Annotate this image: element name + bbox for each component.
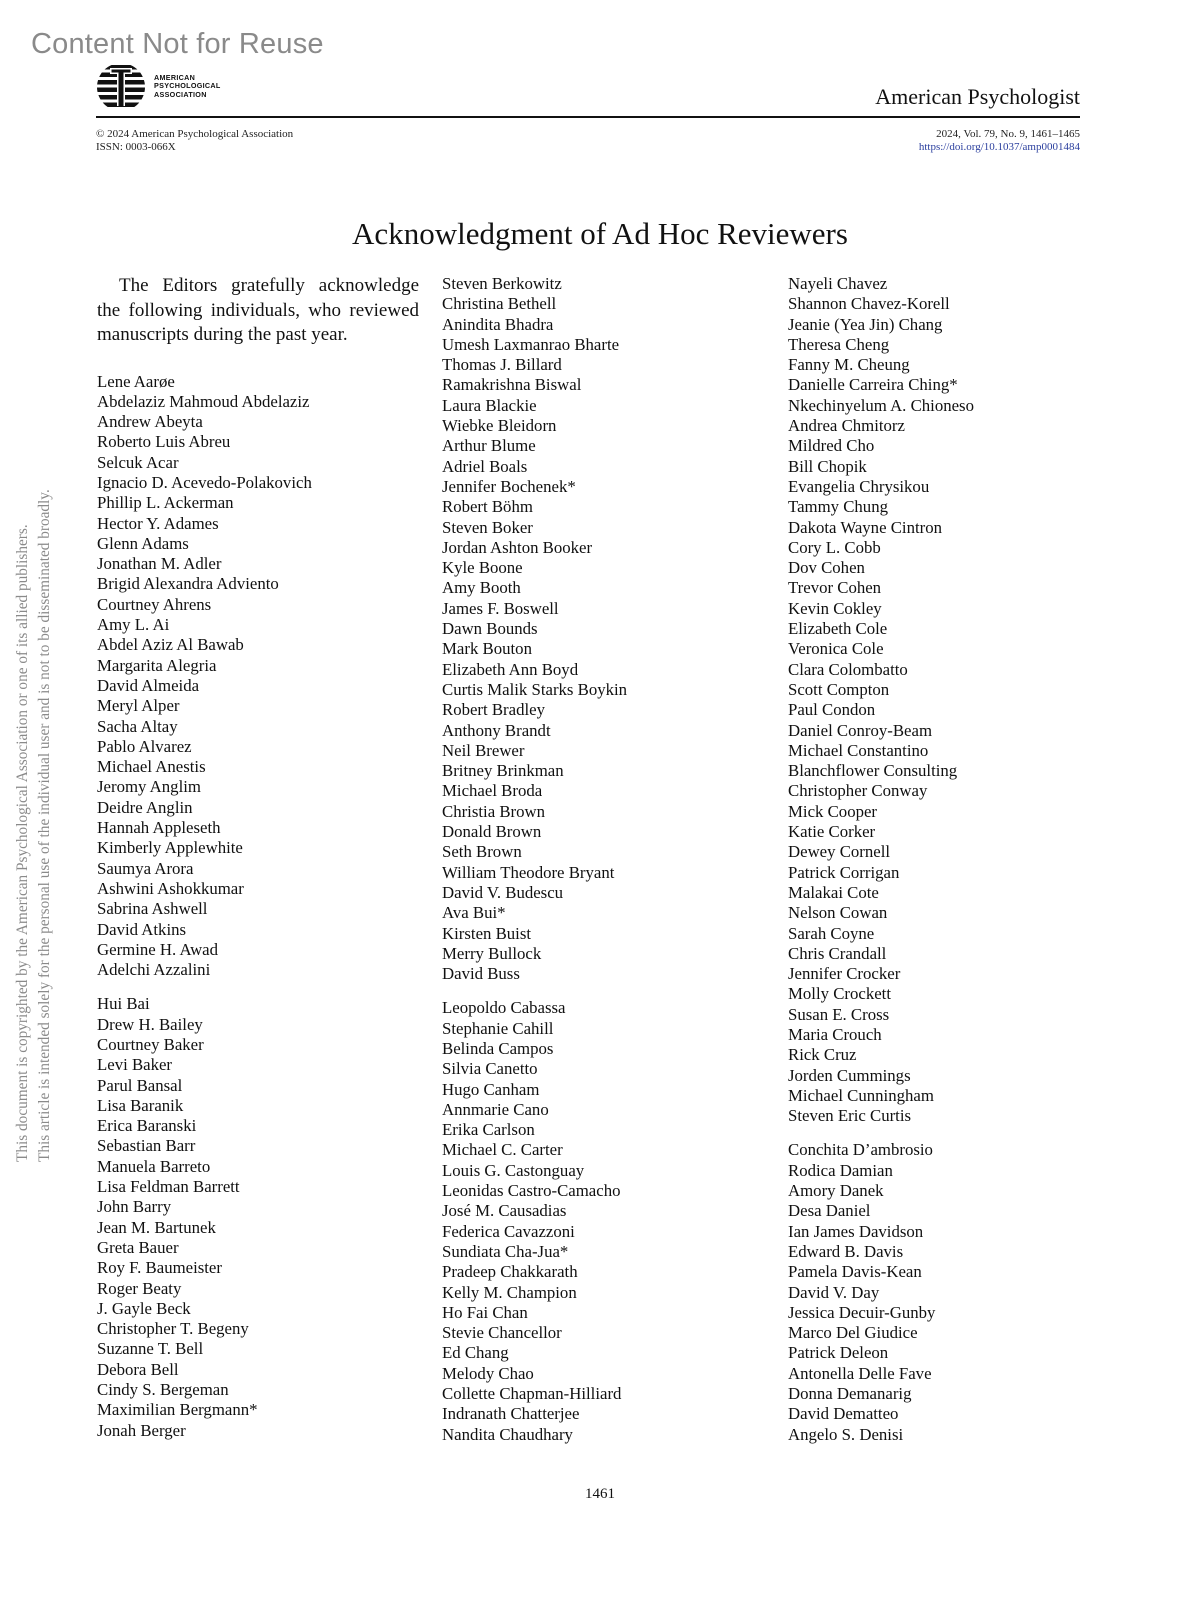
reviewer-name: Federica Cavazzoni — [442, 1221, 575, 1241]
reviewer-name: Jennifer Crocker — [788, 964, 901, 984]
reviewer-name: Dov Cohen — [788, 558, 865, 578]
reviewer-name: Molly Crockett — [788, 984, 892, 1004]
meta-right — [919, 128, 1080, 153]
reviewer-name: Parul Bansal — [97, 1075, 183, 1095]
reviewer-name: Louis G. Castonguay — [442, 1160, 585, 1180]
page-number: 1461 — [585, 1486, 615, 1502]
reviewer-name: Meryl Alper — [97, 696, 180, 716]
reviewer-name: Ian James Davidson — [788, 1221, 924, 1241]
reviewer-name: Maria Crouch — [788, 1024, 882, 1044]
reviewer-name: Clara Colombatto — [788, 659, 908, 679]
reviewer-name: Kyle Boone — [442, 558, 523, 578]
apa-logo — [96, 62, 246, 112]
reviewer-name: Nayeli Chavez — [788, 274, 888, 293]
reviewer-name: Thomas J. Billard — [442, 355, 562, 375]
reviewer-name: Stephanie Cahill — [442, 1018, 554, 1038]
reviewer-name: Christopher T. Begeny — [97, 1319, 249, 1339]
side-copyright-notice — [12, 417, 60, 1162]
reviewer-name: Hui Bai — [97, 994, 150, 1014]
reviewer-name: Christopher Conway — [788, 781, 928, 801]
reviewer-name: Glenn Adams — [97, 533, 189, 553]
reviewer-name: Sebastian Barr — [97, 1136, 196, 1156]
reviewer-name: Nkechinyelum A. Chioneso — [788, 395, 974, 415]
reviewer-name: Belinda Campos — [442, 1038, 554, 1058]
logo-line: PSYCHOLOGICAL — [154, 81, 221, 91]
reviewer-name: Steven Berkowitz — [442, 274, 562, 293]
reviewer-name: Erika Carlson — [442, 1120, 535, 1140]
reviewer-name: Courtney Baker — [97, 1035, 204, 1054]
reviewer-name: Michael Anestis — [97, 757, 206, 777]
reviewer-column-2 — [442, 274, 762, 1445]
reviewer-group-d — [788, 1140, 1088, 1444]
reviewer-column-3 — [788, 274, 1088, 1445]
reviewer-name: Chris Crandall — [788, 943, 887, 963]
reviewer-name: Merry Bullock — [442, 943, 542, 963]
reviewer-name: Danielle Carreira Ching* — [788, 375, 958, 395]
reviewer-name: Ho Fai Chan — [442, 1302, 528, 1322]
reviewer-name: Roberto Luis Abreu — [97, 432, 231, 452]
reviewer-name: Brigid Alexandra Adviento — [97, 574, 279, 594]
issn-line: ISSN: 0003-066X — [96, 140, 176, 153]
reviewer-name: Roy F. Baumeister — [97, 1258, 222, 1278]
reviewer-name: Dewey Cornell — [788, 842, 891, 862]
reviewer-name: Jordan Ashton Booker — [442, 537, 593, 557]
logo-line: AMERICAN — [154, 73, 196, 82]
doi-link[interactable]: https://doi.org/10.1037/amp0001484 — [918, 140, 1080, 153]
reviewer-name: Conchita D’ambrosio — [788, 1140, 933, 1160]
reviewer-name: Wiebke Bleidorn — [442, 416, 557, 436]
reviewer-name: Mildred Cho — [788, 436, 875, 456]
reviewer-name: Michael Constantino — [788, 740, 929, 760]
reviewer-name: Levi Baker — [97, 1055, 173, 1075]
reviewer-name: Nandita Chaudhary — [442, 1424, 573, 1444]
reviewer-name: John Barry — [97, 1197, 172, 1217]
reviewer-name: Anthony Brandt — [442, 720, 551, 740]
reviewer-name: Patrick Deleon — [788, 1343, 889, 1363]
reviewer-name: Evangelia Chrysikou — [788, 476, 930, 496]
reviewer-name: Robert Böhm — [442, 497, 533, 517]
reviewer-name: Michael Broda — [442, 781, 543, 801]
reviewer-name: Amy L. Ai — [97, 615, 170, 635]
reviewer-name: Leonidas Castro-Camacho — [442, 1181, 621, 1201]
reviewer-name: Antonella Delle Fave — [788, 1363, 932, 1383]
reviewer-name: Malakai Cote — [788, 882, 879, 902]
reviewer-name: Christina Bethell — [442, 294, 557, 314]
reviewer-name: J. Gayle Beck — [97, 1298, 191, 1318]
reviewer-name: Britney Brinkman — [442, 761, 564, 781]
reviewer-name: Ed Chang — [442, 1343, 509, 1363]
reviewer-name: Veronica Cole — [788, 639, 884, 659]
reviewer-name: Maximilian Bergmann* — [97, 1400, 258, 1420]
reviewer-name: Adelchi Azzalini — [97, 960, 211, 980]
reviewer-name: Cory L. Cobb — [788, 537, 881, 557]
reviewer-name: Margarita Alegria — [97, 655, 217, 675]
reviewer-name: Erica Baranski — [97, 1116, 197, 1136]
reviewer-name: Paul Condon — [788, 700, 876, 720]
apa-logo-icon — [96, 62, 146, 112]
reviewer-name: Bill Chopik — [788, 456, 867, 476]
reviewer-name: Daniel Conroy-Beam — [788, 720, 933, 740]
reviewer-name: James F. Boswell — [442, 598, 559, 618]
reviewer-name: Angelo S. Denisi — [788, 1424, 904, 1444]
reviewer-name: Mark Bouton — [442, 639, 532, 659]
reviewer-group-b-cont — [442, 274, 762, 984]
copyright-line: © 2024 American Psychological Association — [96, 128, 294, 140]
reviewer-group-c — [442, 998, 762, 1445]
reviewer-name: Jennifer Bochenek* — [442, 476, 576, 496]
reviewer-name: Steven Eric Curtis — [788, 1106, 912, 1126]
side-notice-line-1: This document is copyrighted by the American Psychological Association or one of its allied publishers. — [14, 524, 31, 1162]
reviewer-name: Ava Bui* — [442, 903, 506, 923]
reviewer-name: Michael C. Carter — [442, 1140, 563, 1160]
watermark: Content Not for Reuse — [31, 28, 324, 60]
reviewer-name: Robert Bradley — [442, 700, 545, 720]
reviewer-name: Kevin Cokley — [788, 598, 882, 618]
reviewer-name: Rodica Damian — [788, 1160, 893, 1180]
reviewer-name: Fanny M. Cheung — [788, 355, 910, 375]
reviewer-name: Jonah Berger — [97, 1420, 186, 1440]
reviewer-name: Pamela Davis-Kean — [788, 1262, 922, 1282]
reviewer-name: David V. Budescu — [442, 882, 564, 902]
reviewer-name: Ashwini Ashokkumar — [97, 878, 244, 898]
meta-left — [96, 128, 293, 153]
reviewer-name: David Buss — [442, 964, 520, 984]
reviewer-name: Elizabeth Cole — [788, 619, 888, 639]
reviewer-name: Neil Brewer — [442, 740, 525, 760]
reviewer-name: Donald Brown — [442, 822, 542, 842]
reviewer-name: Christia Brown — [442, 801, 546, 821]
reviewer-name: William Theodore Bryant — [442, 862, 615, 882]
reviewer-name: Theresa Cheng — [788, 334, 890, 354]
reviewer-name: Hugo Canham — [442, 1079, 540, 1099]
reviewer-name: José M. Causadias — [442, 1201, 567, 1221]
reviewer-name: Andrea Chmitorz — [788, 416, 905, 436]
journal-title: American Psychologist — [875, 84, 1080, 109]
citation-line: 2024, Vol. 79, No. 9, 1461–1465 — [936, 128, 1080, 140]
reviewer-name: Amory Danek — [788, 1181, 884, 1201]
reviewer-name: David Almeida — [97, 675, 200, 695]
reviewer-name: Katie Corker — [788, 822, 876, 842]
reviewer-group-b — [97, 994, 422, 1441]
reviewer-name: Lisa Feldman Barrett — [97, 1177, 240, 1197]
reviewer-name: Trevor Cohen — [788, 578, 882, 598]
reviewer-name: Debora Bell — [97, 1359, 179, 1379]
reviewer-name: Arthur Blume — [442, 436, 536, 456]
reviewer-name: Deidre Anglin — [97, 797, 193, 817]
reviewer-name: Hannah Appleseth — [97, 818, 221, 838]
reviewer-group-c-cont — [788, 274, 1088, 1126]
reviewer-name: Dakota Wayne Cintron — [788, 517, 942, 537]
reviewer-name: Sacha Altay — [97, 716, 178, 736]
intro-paragraph: The Editors gratefully acknowledge the following individuals, who reviewed manuscripts during the past year. — [97, 275, 419, 345]
reviewer-name: Seth Brown — [442, 842, 522, 862]
reviewer-name: Silvia Canetto — [442, 1059, 538, 1079]
reviewer-name: Courtney Ahrens — [97, 594, 212, 614]
reviewer-name: Elizabeth Ann Boyd — [442, 659, 579, 679]
reviewer-name: Donna Demanarig — [788, 1384, 912, 1404]
reviewer-name: Suzanne T. Bell — [97, 1339, 204, 1359]
reviewer-name: Patrick Corrigan — [788, 862, 900, 882]
reviewer-name: Curtis Malik Starks Boykin — [442, 679, 628, 699]
reviewer-name: Blanchflower Consulting — [788, 761, 958, 781]
reviewer-name: Susan E. Cross — [788, 1004, 890, 1024]
reviewer-group-a — [97, 372, 422, 981]
reviewer-name: Indranath Chatterjee — [442, 1404, 580, 1424]
reviewer-name: Germine H. Awad — [97, 939, 219, 959]
reviewer-column-1 — [97, 274, 422, 1441]
reviewer-name: Mick Cooper — [788, 801, 878, 821]
reviewer-name: Sarah Coyne — [788, 923, 875, 943]
reviewer-name: Rick Cruz — [788, 1045, 857, 1065]
header-rule — [96, 116, 1080, 118]
reviewer-name: Kirsten Buist — [442, 923, 532, 943]
reviewer-name: Jonathan M. Adler — [97, 554, 222, 574]
reviewer-name: Tammy Chung — [788, 497, 888, 517]
reviewer-name: Cindy S. Bergeman — [97, 1380, 229, 1400]
reviewer-name: Hector Y. Adames — [97, 513, 219, 533]
reviewer-name: Greta Bauer — [97, 1237, 179, 1257]
reviewer-name: Lene Aarøe — [97, 371, 175, 391]
reviewer-name: Dawn Bounds — [442, 619, 538, 639]
reviewer-name: Collette Chapman-Hilliard — [442, 1384, 622, 1404]
reviewer-name: Abdelaziz Mahmoud Abdelaziz — [97, 391, 310, 411]
reviewer-name: Sabrina Ashwell — [97, 899, 208, 919]
reviewer-name: Sundiata Cha-Jua* — [442, 1241, 569, 1261]
reviewer-name: Andrew Abeyta — [97, 412, 203, 432]
reviewer-name: Drew H. Bailey — [97, 1014, 203, 1034]
reviewer-name: Jorden Cummings — [788, 1065, 911, 1085]
article-title: Acknowledgment of Ad Hoc Reviewers — [352, 216, 848, 251]
reviewer-name: Manuela Barreto — [97, 1156, 211, 1176]
reviewer-name: Selcuk Acar — [97, 452, 179, 472]
reviewer-name: Steven Boker — [442, 517, 533, 537]
reviewer-name: Annmarie Cano — [442, 1099, 549, 1119]
reviewer-name: Marco Del Giudice — [788, 1323, 918, 1343]
reviewer-name: Leopoldo Cabassa — [442, 998, 566, 1018]
reviewer-name: Pradeep Chakkarath — [442, 1262, 578, 1282]
reviewer-name: Amy Booth — [442, 578, 521, 598]
reviewer-name: Saumya Arora — [97, 858, 194, 878]
reviewer-name: Melody Chao — [442, 1363, 534, 1383]
reviewer-name: Jessica Decuir-Gunby — [788, 1302, 936, 1322]
reviewer-name: Anindita Bhadra — [442, 314, 554, 334]
reviewer-name: Laura Blackie — [442, 395, 537, 415]
reviewer-name: Ramakrishna Biswal — [442, 375, 582, 395]
reviewer-name: Lisa Baranik — [97, 1095, 184, 1115]
reviewer-name: Ignacio D. Acevedo-Polakovich — [97, 472, 312, 492]
reviewer-name: Adriel Boals — [442, 456, 528, 476]
logo-line: ASSOCIATION — [154, 89, 207, 99]
reviewer-name: Edward B. Davis — [788, 1241, 904, 1261]
reviewer-name: Pablo Alvarez — [97, 736, 192, 756]
reviewer-name: Stevie Chancellor — [442, 1323, 562, 1343]
reviewer-name: Scott Compton — [788, 679, 890, 699]
reviewer-name: Nelson Cowan — [788, 903, 888, 923]
reviewer-name: Kimberly Applewhite — [97, 838, 243, 858]
reviewer-name: Shannon Chavez-Korell — [788, 294, 950, 314]
reviewer-name: Phillip L. Ackerman — [97, 493, 234, 513]
reviewer-name: Jeanie (Yea Jin) Chang — [788, 314, 943, 334]
reviewer-name: Roger Beaty — [97, 1278, 182, 1298]
reviewer-name: Jeromy Anglim — [97, 777, 201, 797]
reviewer-name: Jean M. Bartunek — [97, 1217, 216, 1237]
reviewer-name: Kelly M. Champion — [442, 1282, 577, 1302]
reviewer-name: Umesh Laxmanrao Bharte — [442, 334, 620, 354]
reviewer-name: Desa Daniel — [788, 1201, 871, 1221]
reviewer-name: Michael Cunningham — [788, 1085, 934, 1105]
side-notice-line-2: This article is intended solely for the personal use of the individual user and is not to be disseminated broadly. — [36, 489, 53, 1162]
reviewer-name: David Atkins — [97, 919, 187, 939]
reviewer-name: David Dematteo — [788, 1404, 899, 1424]
reviewer-name: David V. Day — [788, 1282, 880, 1302]
reviewer-name: Abdel Aziz Al Bawab — [97, 635, 244, 655]
